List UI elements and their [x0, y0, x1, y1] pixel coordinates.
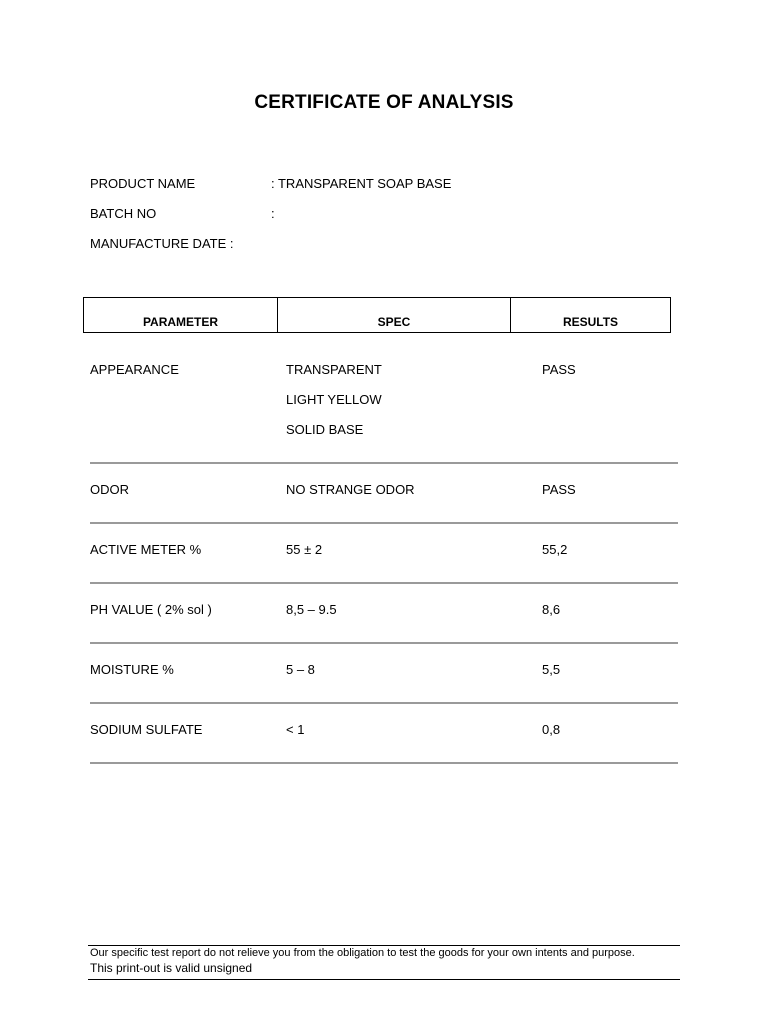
row-sodium-sulfate-result: 0,8 — [542, 722, 561, 737]
row-divider — [90, 642, 678, 644]
row-active-meter-spec: 55 ± 2 — [286, 542, 323, 557]
row-sodium-sulfate-parameter: SODIUM SULFATE — [90, 722, 203, 737]
footer-bottom-rule — [88, 979, 680, 980]
row-appearance-spec-3: SOLID BASE — [286, 422, 364, 437]
table-header — [83, 297, 671, 333]
row-ph-value-spec: 8,5 – 9.5 — [286, 602, 337, 617]
row-divider — [90, 522, 678, 524]
row-appearance-result: PASS — [542, 362, 576, 377]
row-odor-parameter: ODOR — [90, 482, 129, 497]
row-divider — [90, 762, 678, 764]
header-spec: SPEC — [278, 298, 511, 332]
row-ph-value-result: 8,6 — [542, 602, 561, 617]
row-divider — [90, 582, 678, 584]
product-name-value: : TRANSPARENT SOAP BASE — [271, 176, 452, 191]
row-moisture-spec: 5 – 8 — [286, 662, 315, 677]
row-divider — [90, 702, 678, 704]
product-name-label: PRODUCT NAME — [90, 176, 196, 191]
row-appearance-parameter: APPEARANCE — [90, 362, 179, 377]
batch-no-label: BATCH NO — [90, 206, 157, 221]
row-sodium-sulfate-spec: < 1 — [286, 722, 305, 737]
footer-validity-note: This print-out is valid unsigned — [90, 961, 253, 975]
document-title: CERTIFICATE OF ANALYSIS — [254, 92, 514, 113]
row-appearance-spec-1: TRANSPARENT — [286, 362, 382, 377]
row-odor-spec: NO STRANGE ODOR — [286, 482, 415, 497]
header-parameter: PARAMETER — [84, 298, 278, 332]
footer-disclaimer: Our specific test report do not relieve you from the obligation to test the goods for your own intents and purpose. — [90, 947, 635, 959]
row-odor-result: PASS — [542, 482, 576, 497]
footer-top-rule — [88, 945, 680, 946]
row-moisture-result: 5,5 — [542, 662, 561, 677]
manufacture-date-label: MANUFACTURE DATE : — [90, 236, 234, 251]
batch-no-value: : — [271, 206, 275, 221]
header-results: RESULTS — [562, 315, 619, 329]
row-active-meter-parameter: ACTIVE METER % — [90, 542, 202, 557]
row-active-meter-result: 55,2 — [542, 542, 568, 557]
row-moisture-parameter: MOISTURE % — [90, 662, 174, 677]
row-divider — [90, 462, 678, 464]
row-ph-value-parameter: PH VALUE ( 2% sol ) — [90, 602, 212, 617]
row-appearance-spec-2: LIGHT YELLOW — [286, 392, 382, 407]
